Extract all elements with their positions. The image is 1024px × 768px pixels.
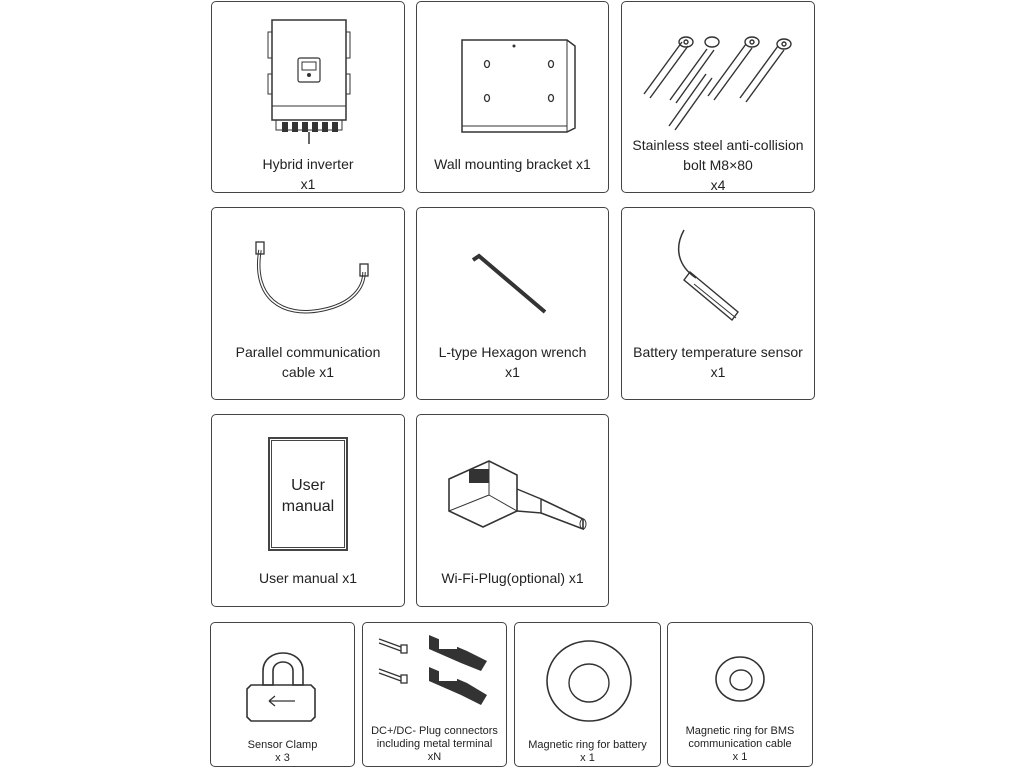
caption-line-2: x1 xyxy=(300,176,316,192)
caption-line-2: including metal terminal xyxy=(376,738,493,750)
caption-line-2: communication cable xyxy=(688,738,792,750)
caption-line-1: Stainless steel anti-collision xyxy=(632,137,804,153)
caption-line-2: cable x1 xyxy=(281,364,335,380)
caption-line-1: DC+/DC- Plug connectors xyxy=(371,725,498,737)
caption-line-2: x1 xyxy=(710,364,726,380)
item-hybrid-inverter xyxy=(211,1,405,193)
caption-line-1: L-type Hexagon wrench xyxy=(438,344,587,360)
caption-line-1: Magnetic ring for BMS xyxy=(685,725,795,737)
caption-line-1: User manual x1 xyxy=(258,570,358,586)
item-wall-mounting-bracket xyxy=(416,1,609,193)
manual-cover-text-1: User xyxy=(291,477,325,494)
item-magnetic-ring-bms xyxy=(667,622,813,767)
caption-line-1: Wi-Fi-Plug(optional) x1 xyxy=(441,570,584,586)
item-sensor-clamp xyxy=(210,622,355,767)
caption-line-1: Hybrid inverter xyxy=(262,156,354,172)
item-anti-collision-bolt xyxy=(621,1,815,193)
item-hexagon-wrench xyxy=(416,207,609,400)
caption-line-3: xN xyxy=(427,751,442,763)
item-wifi-plug xyxy=(416,414,609,607)
item-battery-temperature-sensor xyxy=(621,207,815,400)
manual-book-icon xyxy=(268,437,348,551)
caption-line-1: Sensor Clamp xyxy=(247,739,318,751)
caption-line-2: x 3 xyxy=(275,752,290,764)
caption-line-2: bolt M8×80 xyxy=(683,157,753,173)
caption-line-3: x 1 xyxy=(732,751,748,763)
caption-line-3: x4 xyxy=(710,177,726,193)
caption-line-1: Magnetic ring for battery xyxy=(528,739,647,751)
caption-line-1: Wall mounting bracket x1 xyxy=(434,156,591,172)
item-magnetic-ring-battery xyxy=(514,622,661,767)
caption-line-2: x1 xyxy=(505,364,520,380)
item-dc-plug-connectors xyxy=(362,622,507,767)
manual-cover-text-2: manual xyxy=(281,498,335,515)
caption-line-1: Battery temperature sensor xyxy=(633,344,803,360)
caption-line-2: x 1 xyxy=(580,752,595,764)
caption-line-1: Parallel communication xyxy=(235,344,381,360)
item-user-manual xyxy=(211,414,405,607)
item-parallel-communication-cable xyxy=(211,207,405,400)
